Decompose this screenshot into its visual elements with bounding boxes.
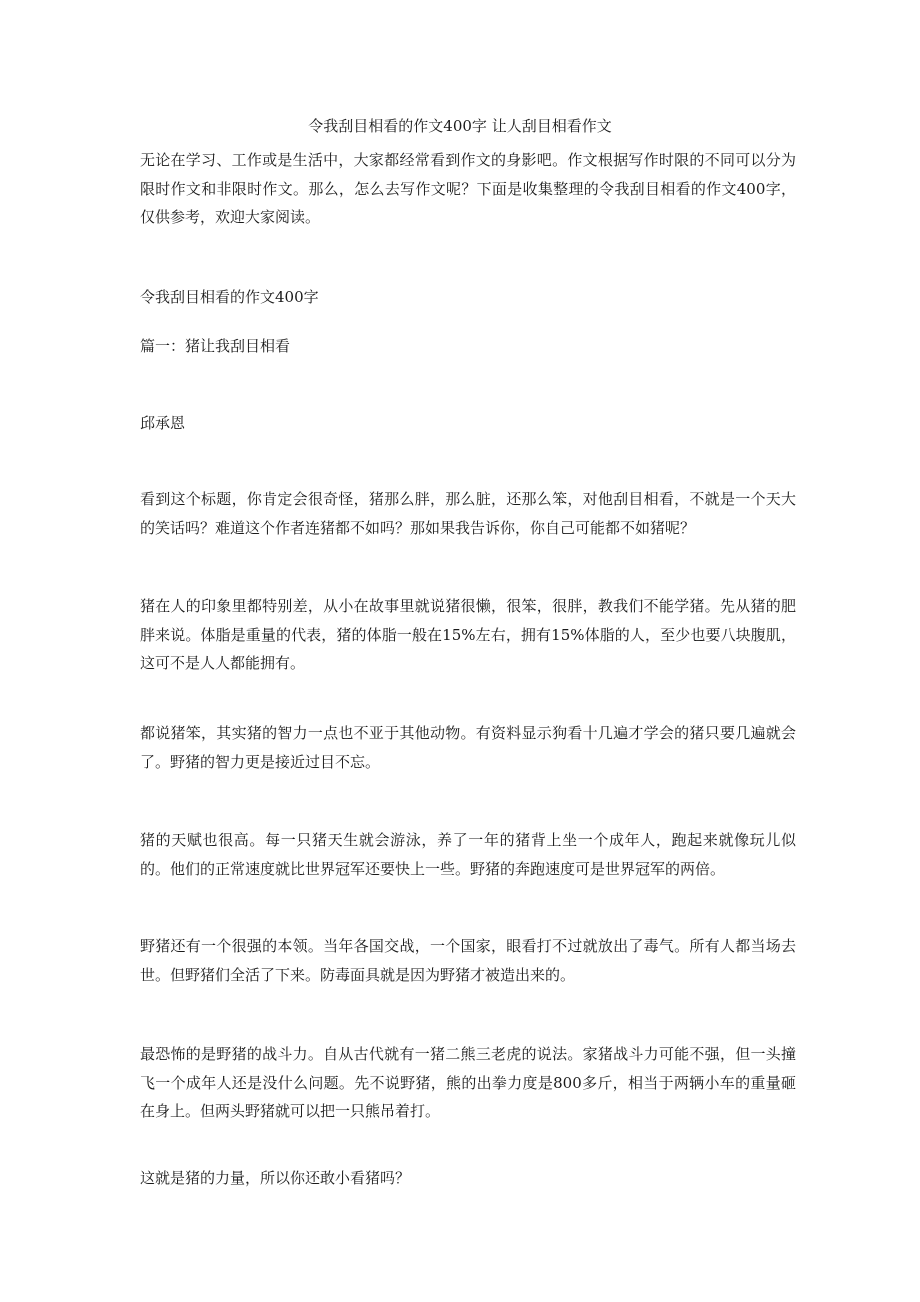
section-heading: 令我刮目相看的作文400字: [140, 288, 319, 306]
chapter-heading: 篇一：猪让我刮目相看: [140, 337, 291, 355]
body-paragraph-7: 这就是猪的力量，所以你还敢小看猪吗？: [140, 1169, 411, 1187]
body-paragraph-5: 野猪还有一个很强的本领。当年各国交战，一个国家，眼看打不过就放出了毒气。所有人都当场去世。但野猪们全活了下来。防毒面具就是因为野猪才被造出来的。: [140, 937, 796, 984]
body-paragraph-1: 看到这个标题，你肯定会很奇怪，猪那么胖，那么脏，还那么笨，对他刮目相看，不就是一个天大的笑话吗？难道这个作者连猪都不如吗？那如果我告诉你，你自己可能都不如猪呢？: [140, 490, 796, 537]
body-paragraph-2: 猪在人的印象里都特别差，从小在故事里就说猪很懒，很笨，很胖，教我们不能学猪。先从猪的肥胖来说。体脂是重量的代表，猪的体脂一般在15%左右，拥有15%体脂的人，至少也要八块腹肌，这可不是人人都能拥有。: [140, 597, 796, 672]
document-title: 令我刮目相看的作文400字 让人刮目相看作文: [308, 117, 612, 135]
body-paragraph-6: 最恐怖的是野猪的战斗力。自从古代就有一猪二熊三老虎的说法。家猪战斗力可能不强，但一头撞飞一个成年人还是没什么问题。先不说野猪，熊的出拳力度是800多斤，相当于两辆小车的重量砸在身上。但两头野猪就可以把一只熊吊着打。: [140, 1045, 796, 1120]
body-paragraph-4: 猪的天赋也很高。每一只猪天生就会游泳，养了一年的猪背上坐一个成年人，跑起来就像玩儿似的。他们的正常速度就比世界冠军还要快上一些。野猪的奔跑速度可是世界冠军的两倍。: [140, 831, 796, 878]
author-name: 邱承恩: [140, 414, 186, 432]
intro-paragraph: 无论在学习、工作或是生活中，大家都经常看到作文的身影吧。作文根据写作时限的不同可以分为限时作文和非限时作文。那么，怎么去写作文呢？下面是收集整理的令我刮目相看的作文400字，仅供参考，欢迎大家阅读。: [140, 151, 796, 226]
body-paragraph-3: 都说猪笨，其实猪的智力一点也不亚于其他动物。有资料显示狗看十几遍才学会的猪只要几遍就会了。野猪的智力更是接近过目不忘。: [140, 724, 796, 771]
